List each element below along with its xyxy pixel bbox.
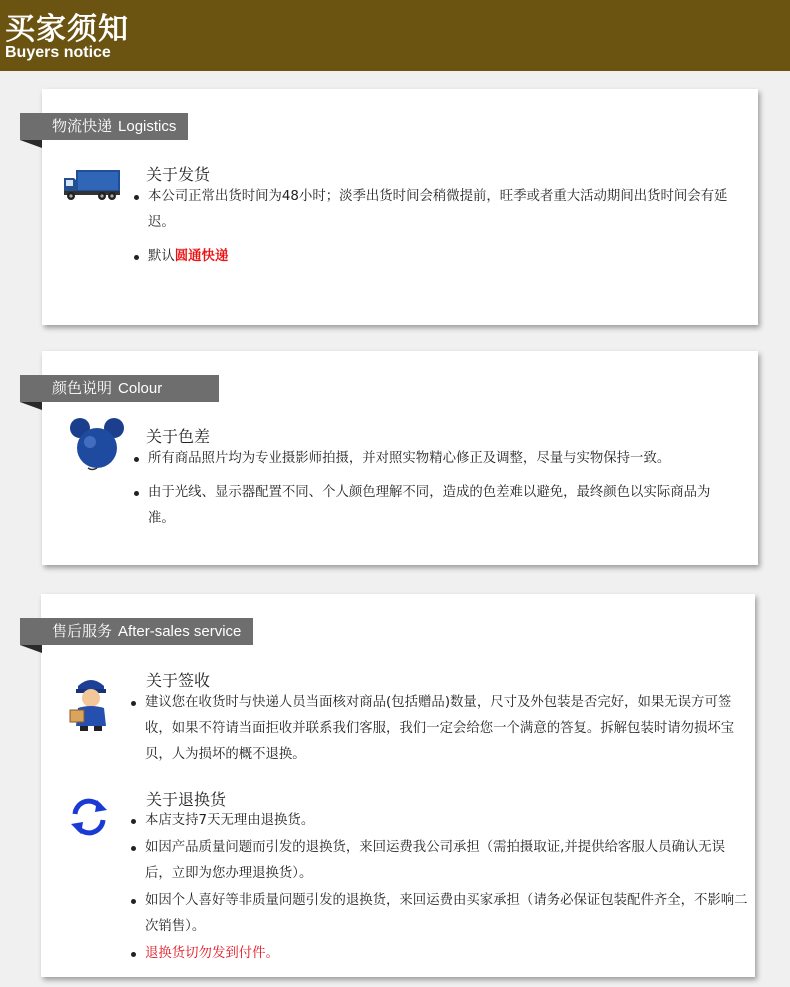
truck-icon <box>62 166 122 202</box>
list-item: 如因产品质量问题而引发的退换货，来回运费我公司承担（需拍摄取证,并提供给客服人员确认无误后，立即为您办理退换货）。 <box>131 835 751 887</box>
page-subtitle: Buyers notice <box>5 44 111 61</box>
default-courier-prefix: 默认 <box>148 249 175 264</box>
default-courier-highlight: 圆通快递 <box>174 249 229 264</box>
courier-icon <box>66 674 116 732</box>
page-title: 买家须知 <box>5 12 129 47</box>
tab-logistics-en: Logistics <box>118 118 177 135</box>
color-diff-list <box>134 446 734 532</box>
refresh-icon <box>69 796 109 838</box>
tab-fold <box>20 645 42 653</box>
tab-fold <box>20 140 42 148</box>
list-item: 本店支持7天无理由退换货。 <box>131 808 751 834</box>
tab-logistics-zh: 物流快递 <box>52 117 113 135</box>
returns-title: 关于退换货 <box>146 790 227 809</box>
mouse-ball-icon <box>68 416 126 472</box>
color-diff-title: 关于色差 <box>146 427 211 446</box>
tab-fold <box>20 402 42 410</box>
page-header <box>0 0 790 71</box>
tab-colour-en: Colour <box>118 380 163 397</box>
list-item <box>134 244 734 270</box>
tab-colour <box>20 375 219 402</box>
returns-list <box>131 808 751 967</box>
list-item: 所有商品照片均为专业摄影师拍摄，并对照实物精心修正及调整，尽量与实物保持一致。 <box>134 446 734 472</box>
signing-list <box>131 690 737 768</box>
list-item: 建议您在收货时与快递人员当面核对商品(包括赠品)数量，尺寸及外包装是否完好，如果无误方可签收，如果不符请当面拒收并联系我们客服，我们一定会给您一个满意的答复。拆解包装时请勿损坏宝贝，人为损坏的概不退换。 <box>131 690 737 768</box>
list-item: 退换货切勿发到付件。 <box>131 941 751 967</box>
list-item: 由于光线、显示器配置不同、个人颜色理解不同，造成的色差难以避免，最终颜色以实际商品为准。 <box>134 480 734 532</box>
list-item: 本公司正常出货时间为48小时；淡季出货时间会稍微提前，旺季或者重大活动期间出货时间会有延迟。 <box>134 184 734 236</box>
tab-after-sales <box>20 618 253 645</box>
shipping-list <box>134 184 734 270</box>
tab-colour-zh: 颜色说明 <box>52 379 113 397</box>
signing-title: 关于签收 <box>146 671 211 690</box>
tab-after-sales-en: After-sales service <box>118 623 242 640</box>
tab-logistics <box>20 113 188 140</box>
list-item: 如因个人喜好等非质量问题引发的退换货，来回运费由买家承担（请务必保证包装配件齐全，不影响二次销售）。 <box>131 888 751 940</box>
tab-after-sales-zh: 售后服务 <box>52 622 113 640</box>
shipping-title: 关于发货 <box>146 165 211 184</box>
